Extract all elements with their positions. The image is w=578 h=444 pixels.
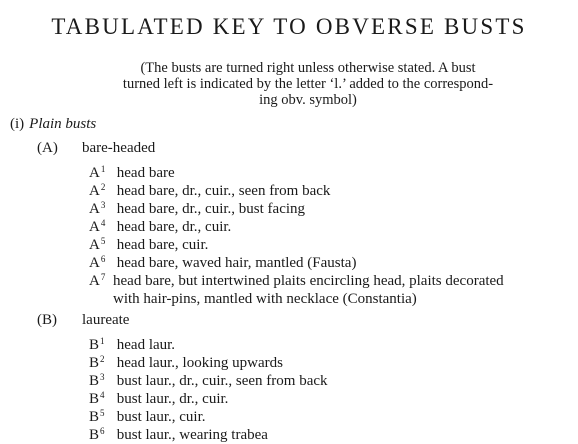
intro-note	[78, 60, 538, 108]
intro-line-2: turned left is indicated by the letter ‘l.’ added to the correspond-	[122, 76, 494, 92]
group-label: bare-headed	[82, 140, 156, 156]
entry-text: head bare, cuir.	[116, 237, 209, 253]
entry-text: head bare, dr., cuir.	[116, 219, 232, 235]
symbol-code: $A^4$	[89, 218, 106, 235]
entry-text: bust laur., wearing trabea	[116, 427, 268, 443]
entry-text-continued: with hair-pins, mantled with necklace (Constantia)	[113, 291, 417, 307]
entry-text: head bare, dr., cuir., seen from back	[116, 183, 331, 199]
group-letter: (A)	[37, 140, 58, 156]
entry-text: head laur.	[116, 337, 176, 353]
entry-text: head bare	[116, 165, 175, 181]
symbol-code: $B^3$	[89, 372, 105, 389]
entry-text: head bare, but intertwined plaits encircling head, plaits decorated	[113, 273, 504, 289]
entry-text: bust laur., cuir.	[116, 409, 206, 425]
section-label: Plain busts	[29, 116, 97, 132]
symbol-code: $A^6$	[89, 254, 106, 271]
group-label: laureate	[82, 312, 130, 328]
symbol-code: $A^7$	[89, 272, 106, 289]
group-letter: (B)	[37, 312, 57, 328]
symbol-code: $B^1$	[89, 336, 105, 353]
symbol-code: $B^4$	[89, 390, 105, 407]
symbol-code: $A^2$	[89, 182, 106, 199]
page-title: TABULATED KEY TO OBVERSE BUSTS	[51, 14, 527, 39]
entry-text: head laur., looking upwards	[116, 355, 283, 371]
group-heading-a	[37, 140, 155, 157]
group-heading-b	[37, 312, 129, 329]
symbol-code: $A^5$	[89, 236, 106, 253]
section-number: (i)	[10, 116, 25, 132]
entry-text: bust laur., dr., cuir.	[116, 391, 229, 407]
intro-line-3: ing obv. symbol)	[259, 92, 357, 108]
entry-text: bust laur., dr., cuir., seen from back	[116, 373, 328, 389]
symbol-code: $A^1$	[89, 164, 106, 181]
symbol-code: $B^6$	[89, 426, 105, 443]
intro-line-1: (The busts are turned right unless otherwise stated. A bust	[140, 60, 476, 76]
symbol-code: $B^5$	[89, 408, 105, 425]
symbol-code: $B^2$	[89, 354, 105, 371]
section-heading	[10, 116, 96, 133]
entry-text: head bare, waved hair, mantled (Fausta)	[116, 255, 357, 271]
symbol-code: $A^3$	[89, 200, 106, 217]
list-item	[89, 268, 504, 308]
entry-text: head bare, dr., cuir., bust facing	[116, 201, 306, 217]
list-item	[89, 422, 268, 444]
